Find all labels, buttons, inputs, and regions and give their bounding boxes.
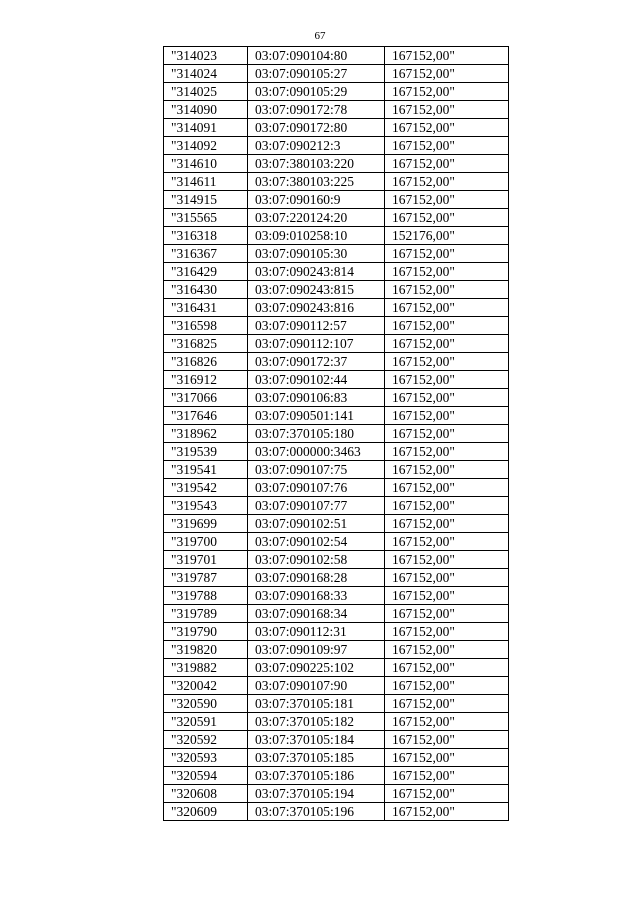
table-row xyxy=(164,119,509,137)
amount-cell: 167152,00" xyxy=(385,515,509,533)
table-row xyxy=(164,47,509,65)
table-row xyxy=(164,731,509,749)
cadastral-number-cell: 03:07:090112:107 xyxy=(248,335,385,353)
id-cell: "319701 xyxy=(164,551,248,569)
id-cell: "316431 xyxy=(164,299,248,317)
amount-cell: 167152,00" xyxy=(385,731,509,749)
amount-cell: 167152,00" xyxy=(385,587,509,605)
id-cell: "319820 xyxy=(164,641,248,659)
id-cell: "317646 xyxy=(164,407,248,425)
cadastral-number-cell: 03:07:090172:78 xyxy=(248,101,385,119)
cadastral-number-cell: 03:07:090105:27 xyxy=(248,65,385,83)
table-row xyxy=(164,263,509,281)
amount-cell: 167152,00" xyxy=(385,677,509,695)
table-row xyxy=(164,65,509,83)
id-cell: "319539 xyxy=(164,443,248,461)
table-row xyxy=(164,785,509,803)
cadastral-number-cell: 03:07:370105:186 xyxy=(248,767,385,785)
cadastral-number-cell: 03:07:090107:76 xyxy=(248,479,385,497)
amount-cell: 167152,00" xyxy=(385,425,509,443)
id-cell: "319882 xyxy=(164,659,248,677)
cadastral-number-cell: 03:07:090168:34 xyxy=(248,605,385,623)
amount-cell: 167152,00" xyxy=(385,263,509,281)
amount-cell: 167152,00" xyxy=(385,335,509,353)
table-row xyxy=(164,479,509,497)
cadastral-number-cell: 03:07:090107:90 xyxy=(248,677,385,695)
table-row xyxy=(164,803,509,821)
id-cell: "314610 xyxy=(164,155,248,173)
table-row xyxy=(164,371,509,389)
table-row xyxy=(164,191,509,209)
id-cell: "319699 xyxy=(164,515,248,533)
cadastral-number-cell: 03:07:090102:54 xyxy=(248,533,385,551)
amount-cell: 167152,00" xyxy=(385,281,509,299)
table-row xyxy=(164,767,509,785)
table-row xyxy=(164,587,509,605)
id-cell: "320608 xyxy=(164,785,248,803)
id-cell: "316912 xyxy=(164,371,248,389)
table-row xyxy=(164,281,509,299)
amount-cell: 167152,00" xyxy=(385,533,509,551)
amount-cell: 167152,00" xyxy=(385,749,509,767)
id-cell: "319543 xyxy=(164,497,248,515)
amount-cell: 167152,00" xyxy=(385,173,509,191)
cadastral-number-cell: 03:07:090104:80 xyxy=(248,47,385,65)
id-cell: "319789 xyxy=(164,605,248,623)
amount-cell: 167152,00" xyxy=(385,551,509,569)
id-cell: "317066 xyxy=(164,389,248,407)
id-cell: "320591 xyxy=(164,713,248,731)
cadastral-number-cell: 03:07:370105:196 xyxy=(248,803,385,821)
cadastral-number-cell: 03:07:090109:97 xyxy=(248,641,385,659)
data-table xyxy=(163,46,509,821)
id-cell: "314092 xyxy=(164,137,248,155)
table-row xyxy=(164,425,509,443)
table-row xyxy=(164,605,509,623)
amount-cell: 167152,00" xyxy=(385,245,509,263)
cadastral-number-cell: 03:07:090102:51 xyxy=(248,515,385,533)
id-cell: "319787 xyxy=(164,569,248,587)
id-cell: "319788 xyxy=(164,587,248,605)
id-cell: "320593 xyxy=(164,749,248,767)
cadastral-number-cell: 03:07:370105:181 xyxy=(248,695,385,713)
table-row xyxy=(164,623,509,641)
amount-cell: 167152,00" xyxy=(385,443,509,461)
table-row xyxy=(164,713,509,731)
cadastral-number-cell: 03:07:090105:30 xyxy=(248,245,385,263)
amount-cell: 167152,00" xyxy=(385,101,509,119)
amount-cell: 152176,00" xyxy=(385,227,509,245)
table-row xyxy=(164,299,509,317)
cadastral-number-cell: 03:07:000000:3463 xyxy=(248,443,385,461)
table-row xyxy=(164,245,509,263)
cadastral-number-cell: 03:07:090243:816 xyxy=(248,299,385,317)
amount-cell: 167152,00" xyxy=(385,659,509,677)
cadastral-number-cell: 03:07:090172:80 xyxy=(248,119,385,137)
cadastral-number-cell: 03:07:380103:220 xyxy=(248,155,385,173)
id-cell: "320594 xyxy=(164,767,248,785)
id-cell: "316825 xyxy=(164,335,248,353)
cadastral-number-cell: 03:07:090106:83 xyxy=(248,389,385,407)
id-cell: "316430 xyxy=(164,281,248,299)
table-row xyxy=(164,695,509,713)
table-row xyxy=(164,569,509,587)
table-row xyxy=(164,461,509,479)
id-cell: "314023 xyxy=(164,47,248,65)
amount-cell: 167152,00" xyxy=(385,353,509,371)
table-row xyxy=(164,749,509,767)
id-cell: "314611 xyxy=(164,173,248,191)
cadastral-number-cell: 03:07:090105:29 xyxy=(248,83,385,101)
amount-cell: 167152,00" xyxy=(385,803,509,821)
cadastral-number-cell: 03:07:370105:194 xyxy=(248,785,385,803)
cadastral-number-cell: 03:07:370105:185 xyxy=(248,749,385,767)
cadastral-number-cell: 03:07:090168:33 xyxy=(248,587,385,605)
amount-cell: 167152,00" xyxy=(385,191,509,209)
amount-cell: 167152,00" xyxy=(385,371,509,389)
id-cell: "320609 xyxy=(164,803,248,821)
amount-cell: 167152,00" xyxy=(385,137,509,155)
id-cell: "318962 xyxy=(164,425,248,443)
id-cell: "319542 xyxy=(164,479,248,497)
table-row xyxy=(164,101,509,119)
amount-cell: 167152,00" xyxy=(385,713,509,731)
amount-cell: 167152,00" xyxy=(385,785,509,803)
amount-cell: 167152,00" xyxy=(385,65,509,83)
amount-cell: 167152,00" xyxy=(385,569,509,587)
table-row xyxy=(164,317,509,335)
table-row xyxy=(164,407,509,425)
id-cell: "320590 xyxy=(164,695,248,713)
amount-cell: 167152,00" xyxy=(385,119,509,137)
amount-cell: 167152,00" xyxy=(385,317,509,335)
amount-cell: 167152,00" xyxy=(385,605,509,623)
table-row xyxy=(164,641,509,659)
id-cell: "314025 xyxy=(164,83,248,101)
table-row xyxy=(164,533,509,551)
table-row xyxy=(164,155,509,173)
table-row xyxy=(164,551,509,569)
cadastral-number-cell: 03:07:090107:75 xyxy=(248,461,385,479)
amount-cell: 167152,00" xyxy=(385,479,509,497)
table-row xyxy=(164,209,509,227)
amount-cell: 167152,00" xyxy=(385,47,509,65)
cadastral-number-cell: 03:07:090243:814 xyxy=(248,263,385,281)
amount-cell: 167152,00" xyxy=(385,461,509,479)
cadastral-number-cell: 03:07:090107:77 xyxy=(248,497,385,515)
table-row xyxy=(164,677,509,695)
table-row xyxy=(164,335,509,353)
amount-cell: 167152,00" xyxy=(385,299,509,317)
table-row xyxy=(164,83,509,101)
cadastral-number-cell: 03:07:370105:184 xyxy=(248,731,385,749)
cadastral-number-cell: 03:07:090225:102 xyxy=(248,659,385,677)
table-row xyxy=(164,227,509,245)
id-cell: "314024 xyxy=(164,65,248,83)
table-row xyxy=(164,443,509,461)
cadastral-number-cell: 03:07:090501:141 xyxy=(248,407,385,425)
cadastral-number-cell: 03:07:090112:31 xyxy=(248,623,385,641)
table-row xyxy=(164,389,509,407)
table-row xyxy=(164,137,509,155)
cadastral-number-cell: 03:07:090112:57 xyxy=(248,317,385,335)
id-cell: "314915 xyxy=(164,191,248,209)
cadastral-number-cell: 03:07:370105:180 xyxy=(248,425,385,443)
id-cell: "319541 xyxy=(164,461,248,479)
id-cell: "314091 xyxy=(164,119,248,137)
amount-cell: 167152,00" xyxy=(385,155,509,173)
cadastral-number-cell: 03:07:090212:3 xyxy=(248,137,385,155)
id-cell: "320592 xyxy=(164,731,248,749)
cadastral-number-cell: 03:07:090172:37 xyxy=(248,353,385,371)
cadastral-number-cell: 03:07:090102:44 xyxy=(248,371,385,389)
amount-cell: 167152,00" xyxy=(385,389,509,407)
table-row xyxy=(164,515,509,533)
amount-cell: 167152,00" xyxy=(385,497,509,515)
cadastral-number-cell: 03:07:090102:58 xyxy=(248,551,385,569)
id-cell: "319790 xyxy=(164,623,248,641)
id-cell: "316826 xyxy=(164,353,248,371)
id-cell: "319700 xyxy=(164,533,248,551)
cadastral-number-cell: 03:07:090160:9 xyxy=(248,191,385,209)
amount-cell: 167152,00" xyxy=(385,695,509,713)
id-cell: "316429 xyxy=(164,263,248,281)
table-row xyxy=(164,353,509,371)
cadastral-number-cell: 03:07:090243:815 xyxy=(248,281,385,299)
table-row xyxy=(164,659,509,677)
amount-cell: 167152,00" xyxy=(385,767,509,785)
cadastral-number-cell: 03:07:090168:28 xyxy=(248,569,385,587)
table-row xyxy=(164,497,509,515)
amount-cell: 167152,00" xyxy=(385,641,509,659)
cadastral-number-cell: 03:09:010258:10 xyxy=(248,227,385,245)
id-cell: "316598 xyxy=(164,317,248,335)
cadastral-number-cell: 03:07:380103:225 xyxy=(248,173,385,191)
id-cell: "314090 xyxy=(164,101,248,119)
table-row xyxy=(164,173,509,191)
id-cell: "315565 xyxy=(164,209,248,227)
amount-cell: 167152,00" xyxy=(385,83,509,101)
table-body xyxy=(164,47,509,821)
cadastral-number-cell: 03:07:370105:182 xyxy=(248,713,385,731)
id-cell: "316318 xyxy=(164,227,248,245)
id-cell: "320042 xyxy=(164,677,248,695)
amount-cell: 167152,00" xyxy=(385,407,509,425)
page-number: 67 xyxy=(314,30,326,42)
amount-cell: 167152,00" xyxy=(385,623,509,641)
amount-cell: 167152,00" xyxy=(385,209,509,227)
id-cell: "316367 xyxy=(164,245,248,263)
cadastral-number-cell: 03:07:220124:20 xyxy=(248,209,385,227)
